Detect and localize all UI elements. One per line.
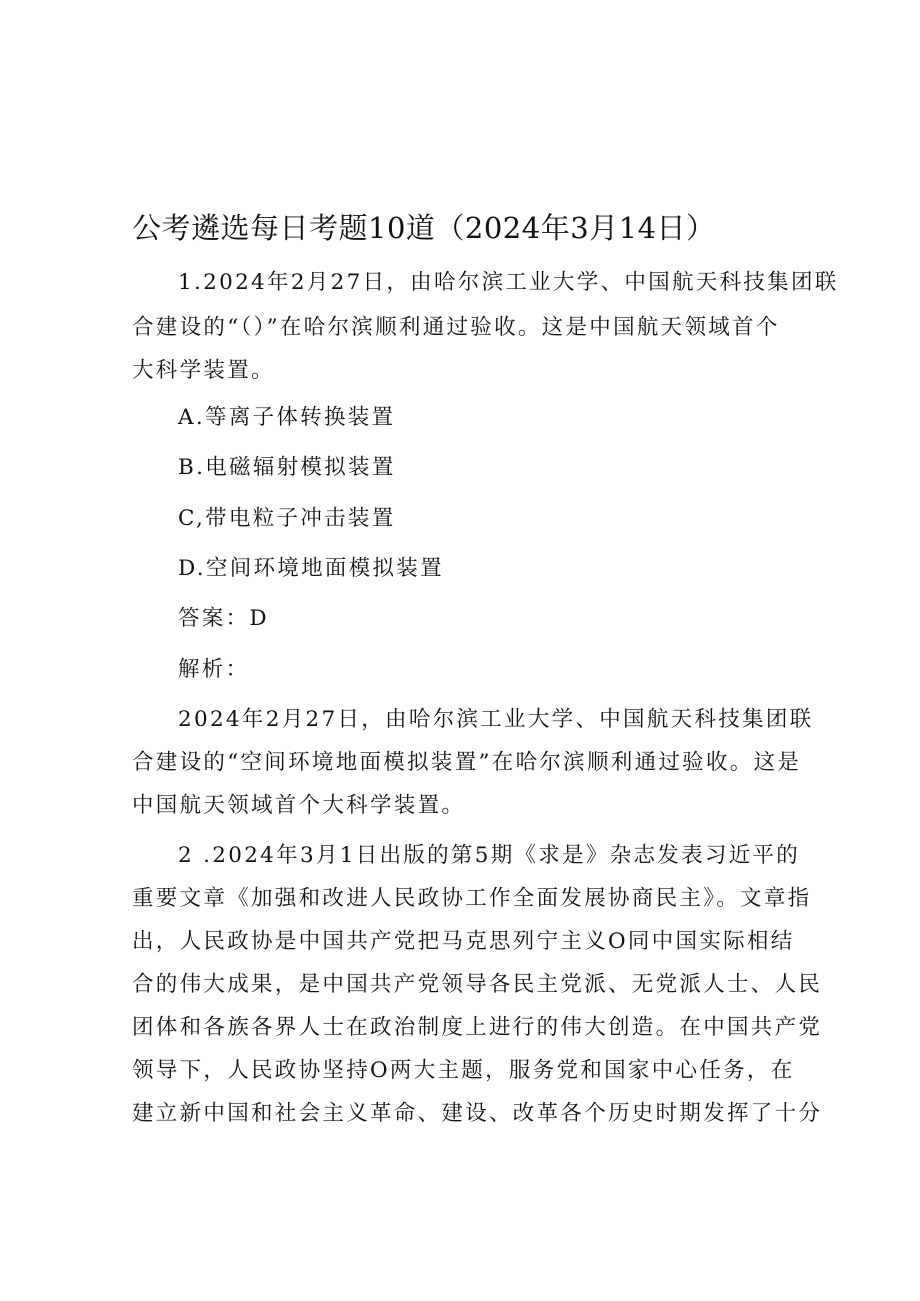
q1-stem-line-3: 大科学装置。 [132, 358, 275, 383]
q1-stem-line-2: 合建设的“（）”在哈尔滨顺利通过验收。这是中国航天领域首个 [132, 315, 780, 340]
q1-option-b: B.电磁辐射模拟装置 [178, 455, 396, 480]
q1-option-c: C,带电粒子冲击装置 [178, 506, 396, 531]
q2-stem-line-1: 2 .2024年3月1日出版的第5期《求是》杂志发表习近平的 [178, 843, 801, 868]
q1-analysis-line-3: 中国航天领域首个大科学装置。 [132, 793, 466, 818]
q2-stem-line-5: 团体和各族各界人士在政治制度上进行的伟大创造。在中国共产党 [132, 1015, 823, 1040]
q2-stem-line-2: 重要文章《加强和改进人民政协工作全面发展协商民主》。文章指 [132, 886, 812, 911]
q1-answer: 答案：D [178, 606, 269, 631]
q2-stem-line-7: 建立新中国和社会主义革命、建设、改革各个历史时期发挥了十分 [132, 1101, 823, 1126]
document-title: 公考遴选每日考题10道（2024年3月14日） [132, 211, 716, 245]
q1-analysis-line-2: 合建设的“空间环境地面模拟装置”在哈尔滨顺利通过验收。这是 [132, 750, 802, 775]
q2-stem-line-6: 领导下，人民政协坚持O两大主题，服务党和国家中心任务，在 [132, 1058, 795, 1083]
q1-option-d: D.空间环境地面模拟装置 [178, 556, 444, 581]
q1-analysis-label: 解析： [178, 657, 250, 682]
q1-option-a: A.等离子体转换装置 [178, 405, 396, 430]
q2-stem-line-4: 合的伟大成果，是中国共产党领导各民主党派、无党派人士、人民 [132, 972, 823, 997]
q1-stem-line-1: 1.2024年2月27日，由哈尔滨工业大学、中国航天科技集团联 [178, 270, 839, 295]
q2-stem-line-3: 出，人民政协是中国共产党把马克思列宁主义O同中国实际相结 [132, 929, 795, 954]
q1-analysis-line-1: 2024年2月27日，由哈尔滨工业大学、中国航天科技集团联 [178, 707, 814, 732]
